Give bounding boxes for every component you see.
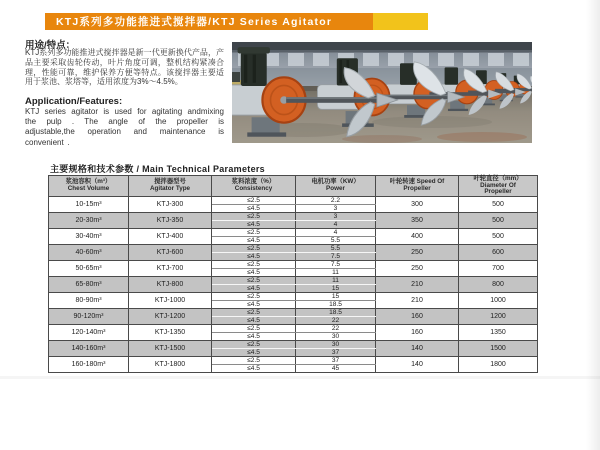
cell-chest-volume: 90-120m³ [49, 308, 129, 324]
table-row [49, 228, 538, 236]
cell-speed: 210 [376, 276, 459, 292]
cell-diameter: 800 [459, 276, 538, 292]
table-row [49, 292, 538, 300]
page-title: KTJ系列多功能推进式搅拌器/KTJ Series Agitator [56, 16, 333, 28]
cell-chest-volume: 65-80m³ [49, 276, 129, 292]
cell-agitator-type: KTJ-600 [129, 244, 212, 260]
cell-speed: 300 [376, 196, 459, 212]
cell-agitator-type: KTJ-400 [129, 228, 212, 244]
cell-power: 5.5 [296, 236, 376, 244]
cell-consistency: ≤2.5 [212, 292, 296, 300]
cell-consistency: ≤2.5 [212, 196, 296, 204]
cell-consistency: ≤2.5 [212, 212, 296, 220]
cell-power: 11 [296, 276, 376, 284]
table-row [49, 308, 538, 316]
cell-consistency: ≤4.5 [212, 204, 296, 212]
cell-power: 3 [296, 204, 376, 212]
cell-consistency: ≤4.5 [212, 364, 296, 372]
cell-power: 22 [296, 324, 376, 332]
column-header-speed: 叶轮转速 Speed Of Propeller [376, 176, 459, 197]
table-row [49, 244, 538, 252]
cell-consistency: ≤2.5 [212, 260, 296, 268]
cell-agitator-type: KTJ-1800 [129, 356, 212, 372]
agitators-factory-illustration [232, 42, 532, 143]
cell-diameter: 600 [459, 244, 538, 260]
cell-diameter: 1000 [459, 292, 538, 308]
usage-features-body-zh: KTJ系列多功能推进式搅拌器是新一代更新换代产品，产品主要采取齿轮传动，叶片角度可调，整机结构紧凑合理，性能可靠，维护保养方便等特点。该搅拌器主要适用于浆池、浆塔等，适用浓度为3%～4.5%。 [25, 48, 224, 87]
cell-power: 15 [296, 284, 376, 292]
application-features-body-en: KTJ series agitator is used for agitating andmixing the pulp . The angle of the propeller is adjustable,the operation and maintenance is convenient . [25, 107, 224, 147]
cell-chest-volume: 160-180m³ [49, 356, 129, 372]
cell-consistency: ≤4.5 [212, 252, 296, 260]
cell-consistency: ≤4.5 [212, 220, 296, 228]
cell-speed: 160 [376, 324, 459, 340]
cell-consistency: ≤4.5 [212, 236, 296, 244]
parameters-table [48, 175, 538, 373]
table-row [49, 340, 538, 348]
page-header-bar [45, 13, 373, 30]
cell-power: 7.5 [296, 260, 376, 268]
column-header-consistency: 浆料浓度（%） Consistency [212, 176, 296, 197]
cell-diameter: 1200 [459, 308, 538, 324]
cell-chest-volume: 80-90m³ [49, 292, 129, 308]
cell-speed: 250 [376, 260, 459, 276]
cell-speed: 400 [376, 228, 459, 244]
table-title: 主要规格和技术参数 / Main Technical Parameters [50, 164, 265, 174]
cell-consistency: ≤2.5 [212, 308, 296, 316]
cell-consistency: ≤4.5 [212, 316, 296, 324]
cell-consistency: ≤4.5 [212, 268, 296, 276]
cell-consistency: ≤2.5 [212, 276, 296, 284]
table-row [49, 260, 538, 268]
cell-power: 30 [296, 332, 376, 340]
cell-diameter: 1500 [459, 340, 538, 356]
column-header-diameter: 叶轮直径（mm） Diameter Of Propeller [459, 176, 538, 197]
column-header-chest-volume: 浆池容积（m³） Chest Volume [49, 176, 129, 197]
cell-agitator-type: KTJ-700 [129, 260, 212, 276]
cell-chest-volume: 140-160m³ [49, 340, 129, 356]
usage-features-heading-zh: 用途/特点： [25, 40, 76, 51]
cell-speed: 140 [376, 340, 459, 356]
parameters-tbody [49, 196, 538, 372]
column-header-agitator-type: 搅拌器型号 Agitator Type [129, 176, 212, 197]
cell-power: 18.5 [296, 308, 376, 316]
product-photo [232, 42, 532, 143]
cell-power: 18.5 [296, 300, 376, 308]
cell-speed: 250 [376, 244, 459, 260]
scan-artifact-streak [0, 376, 600, 379]
cell-consistency: ≤4.5 [212, 284, 296, 292]
application-features-heading-en: Application/Features: [25, 96, 123, 107]
table-row [49, 324, 538, 332]
cell-power: 37 [296, 348, 376, 356]
table-row [49, 356, 538, 364]
cell-consistency: ≤2.5 [212, 324, 296, 332]
cell-speed: 160 [376, 308, 459, 324]
cell-agitator-type: KTJ-1200 [129, 308, 212, 324]
cell-consistency: ≤4.5 [212, 300, 296, 308]
cell-power: 45 [296, 364, 376, 372]
cell-diameter: 1350 [459, 324, 538, 340]
cell-consistency: ≤2.5 [212, 244, 296, 252]
table-row [49, 276, 538, 284]
cell-power: 22 [296, 316, 376, 324]
table-row [49, 212, 538, 220]
cell-speed: 140 [376, 356, 459, 372]
cell-agitator-type: KTJ-800 [129, 276, 212, 292]
cell-diameter: 500 [459, 212, 538, 228]
cell-chest-volume: 40-60m³ [49, 244, 129, 260]
table-row [49, 196, 538, 204]
cell-consistency: ≤2.5 [212, 340, 296, 348]
cell-agitator-type: KTJ-1000 [129, 292, 212, 308]
cell-agitator-type: KTJ-300 [129, 196, 212, 212]
column-header-power: 电机功率（KW） Power [296, 176, 376, 197]
cell-power: 5.5 [296, 244, 376, 252]
cell-diameter: 500 [459, 196, 538, 212]
cell-power: 30 [296, 340, 376, 348]
cell-consistency: ≤4.5 [212, 348, 296, 356]
cell-diameter: 1800 [459, 356, 538, 372]
cell-power: 2.2 [296, 196, 376, 204]
cell-power: 11 [296, 268, 376, 276]
header-accent-block [373, 13, 428, 30]
cell-speed: 210 [376, 292, 459, 308]
cell-speed: 350 [376, 212, 459, 228]
cell-chest-volume: 50-65m³ [49, 260, 129, 276]
cell-chest-volume: 120-140m³ [49, 324, 129, 340]
parameters-thead [49, 176, 538, 197]
cell-power: 3 [296, 212, 376, 220]
cell-power: 7.5 [296, 252, 376, 260]
cell-chest-volume: 10-15m³ [49, 196, 129, 212]
cell-agitator-type: KTJ-1350 [129, 324, 212, 340]
cell-chest-volume: 30-40m³ [49, 228, 129, 244]
cell-diameter: 700 [459, 260, 538, 276]
cell-agitator-type: KTJ-1500 [129, 340, 212, 356]
cell-power: 4 [296, 228, 376, 236]
scan-artifact-edge [586, 0, 600, 450]
cell-power: 37 [296, 356, 376, 364]
cell-agitator-type: KTJ-350 [129, 212, 212, 228]
cell-chest-volume: 20-30m³ [49, 212, 129, 228]
cell-power: 15 [296, 292, 376, 300]
cell-consistency: ≤4.5 [212, 332, 296, 340]
cell-consistency: ≤2.5 [212, 356, 296, 364]
cell-diameter: 500 [459, 228, 538, 244]
cell-consistency: ≤2.5 [212, 228, 296, 236]
cell-power: 4 [296, 220, 376, 228]
